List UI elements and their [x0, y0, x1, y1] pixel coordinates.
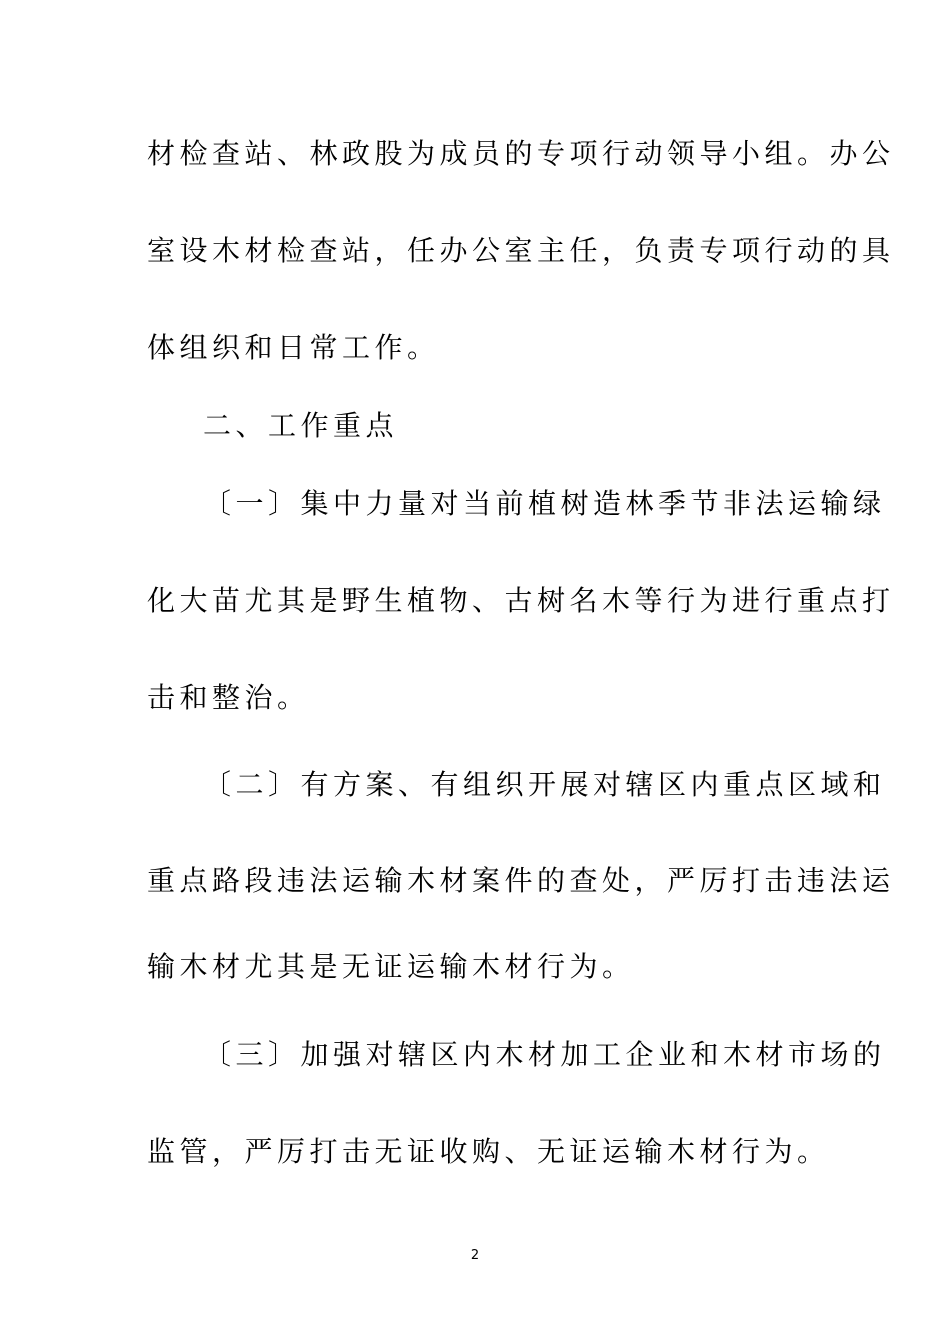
body-text-line: 体组织和日常工作。: [147, 331, 440, 364]
body-text-line: 室设木材检查站，任办公室主任，负责专项行动的具: [147, 234, 895, 267]
body-text-line: 监管，严厉打击无证收购、无证运输木材行为。: [147, 1135, 830, 1168]
body-text-line: 材检查站、林政股为成员的专项行动领导小组。办公: [147, 137, 895, 170]
list-item-2-start: 〔二〕有方案、有组织开展对辖区内重点区域和: [203, 768, 886, 801]
body-text-line: 化大苗尤其是野生植物、古树名木等行为进行重点打: [147, 584, 895, 617]
body-text-line: 重点路段违法运输木材案件的查处，严厉打击违法运: [147, 864, 895, 897]
list-item-1-start: 〔一〕集中力量对当前植树造林季节非法运输绿: [203, 487, 886, 520]
section-heading: 二、工作重点: [203, 409, 399, 442]
body-text-line: 击和整治。: [147, 681, 310, 714]
body-text-line: 输木材尤其是无证运输木材行为。: [147, 950, 635, 983]
list-item-3-start: 〔三〕加强对辖区内木材加工企业和木材市场的: [203, 1038, 886, 1071]
page-number: 2: [470, 1248, 480, 1263]
